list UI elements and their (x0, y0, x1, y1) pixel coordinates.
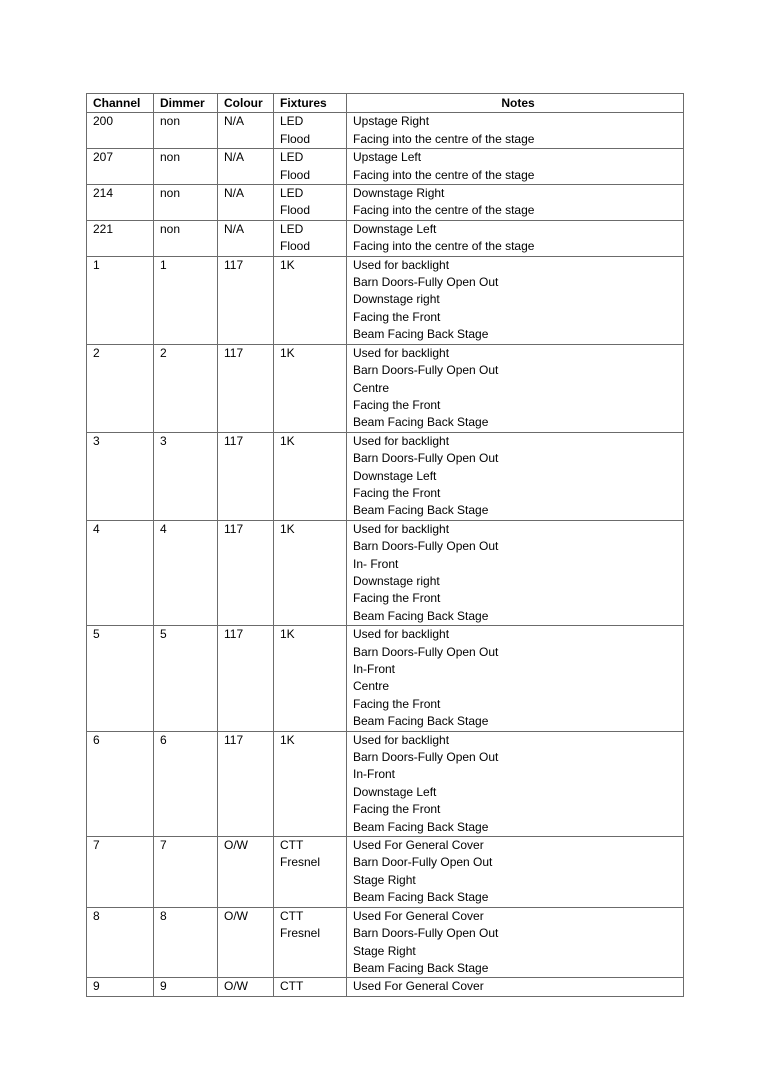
fixtures-cell (274, 256, 347, 344)
note-line: Facing into the centre of the stage (353, 167, 535, 182)
dimmer-cell: non (154, 149, 218, 185)
table-row (87, 149, 684, 185)
colour-cell: N/A (218, 113, 274, 149)
fixture-line: Flood (280, 131, 311, 146)
note-line: Facing into the centre of the stage (353, 131, 535, 146)
dimmer-cell: 6 (154, 731, 218, 836)
table-body (87, 113, 684, 996)
fixture-line: 1K (280, 521, 295, 536)
note-line: Beam Facing Back Stage (353, 503, 489, 518)
table-row (87, 113, 684, 149)
colour-header: Colour (218, 94, 274, 113)
channel-cell: 3 (87, 432, 154, 520)
dimmer-cell: 5 (154, 626, 218, 731)
fixtures-cell (274, 626, 347, 731)
fixture-line: Flood (280, 203, 311, 218)
note-line: Upstage Right (353, 114, 430, 129)
colour-cell: N/A (218, 149, 274, 185)
lighting-plot-table (86, 93, 684, 997)
note-line: Stage Right (353, 943, 416, 958)
table-row (87, 978, 684, 996)
dimmer-header: Dimmer (154, 94, 218, 113)
channel-cell: 7 (87, 837, 154, 908)
note-line: Used for backlight (353, 732, 450, 747)
colour-cell: O/W (218, 837, 274, 908)
fixtures-cell (274, 113, 347, 149)
note-line: Facing the Front (353, 802, 441, 817)
dimmer-cell: 2 (154, 344, 218, 432)
note-line: Beam Facing Back Stage (353, 327, 489, 342)
fixtures-cell (274, 149, 347, 185)
note-line: Beam Facing Back Stage (353, 819, 489, 834)
notes-cell (347, 432, 684, 520)
note-line: Downstage Left (353, 221, 437, 236)
fixtures-cell (274, 907, 347, 978)
note-line: Barn Doors-Fully Open Out (353, 539, 499, 554)
fixture-line: LED (280, 186, 304, 201)
table-row (87, 731, 684, 836)
note-line: Barn Doors-Fully Open Out (353, 451, 499, 466)
table-row (87, 185, 684, 221)
header-row (87, 94, 684, 113)
dimmer-cell: non (154, 220, 218, 256)
table-row (87, 344, 684, 432)
note-line: Barn Door-Fully Open Out (353, 855, 493, 870)
note-line: Used For General Cover (353, 979, 484, 994)
fixtures-cell (274, 185, 347, 221)
note-line: Beam Facing Back Stage (353, 960, 489, 975)
fixture-line: 1K (280, 433, 295, 448)
notes-cell (347, 220, 684, 256)
dimmer-cell: 4 (154, 520, 218, 625)
table-row (87, 626, 684, 731)
note-line: Used for backlight (353, 433, 450, 448)
note-line: Facing into the centre of the stage (353, 239, 535, 254)
notes-cell (347, 344, 684, 432)
colour-cell: N/A (218, 185, 274, 221)
notes-cell (347, 520, 684, 625)
channel-header: Channel (87, 94, 154, 113)
dimmer-cell: 9 (154, 978, 218, 996)
channel-cell: 9 (87, 978, 154, 996)
channel-cell: 5 (87, 626, 154, 731)
fixtures-cell (274, 978, 347, 996)
channel-cell: 207 (87, 149, 154, 185)
fixture-line: 1K (280, 257, 295, 272)
note-line: Facing the Front (353, 485, 441, 500)
dimmer-cell: non (154, 185, 218, 221)
note-line: In-Front (353, 662, 396, 676)
dimmer-cell: 1 (154, 256, 218, 344)
notes-cell (347, 837, 684, 908)
channel-cell: 214 (87, 185, 154, 221)
fixture-line: 1K (280, 732, 295, 747)
note-line: In- Front (353, 556, 399, 571)
note-line: Downstage right (353, 573, 440, 588)
channel-cell: 221 (87, 220, 154, 256)
note-line: Beam Facing Back Stage (353, 890, 489, 905)
fixture-line: Fresnel (280, 926, 321, 941)
note-line: Beam Facing Back Stage (353, 608, 489, 623)
fixtures-header: Fixtures (274, 94, 347, 113)
notes-cell (347, 907, 684, 978)
table-row (87, 907, 684, 978)
notes-cell (347, 185, 684, 221)
note-line: Centre (353, 380, 390, 395)
colour-cell: O/W (218, 978, 274, 996)
table-row (87, 837, 684, 908)
note-line: Beam Facing Back Stage (353, 415, 489, 430)
channel-cell: 200 (87, 113, 154, 149)
fixture-line: LED (280, 221, 304, 236)
note-line: Facing the Front (353, 397, 441, 412)
note-line: Used for backlight (353, 257, 450, 272)
note-line: Facing the Front (353, 309, 441, 324)
colour-cell: 117 (218, 344, 274, 432)
note-line: Stage Right (353, 872, 416, 887)
notes-cell (347, 256, 684, 344)
note-line: Facing into the centre of the stage (353, 203, 535, 218)
channel-cell: 2 (87, 344, 154, 432)
fixture-line: LED (280, 114, 304, 129)
fixture-line: CTT (280, 979, 304, 994)
colour-cell: 117 (218, 626, 274, 731)
fixtures-cell (274, 837, 347, 908)
table-row (87, 256, 684, 344)
note-line: Used for backlight (353, 627, 450, 642)
note-line: Barn Doors-Fully Open Out (353, 926, 499, 941)
note-line: Downstage Right (353, 186, 445, 201)
note-line: Facing the Front (353, 591, 441, 606)
note-line: Downstage Left (353, 784, 437, 799)
dimmer-cell: 8 (154, 907, 218, 978)
note-line: Barn Doors-Fully Open Out (353, 363, 499, 378)
fixture-line: Flood (280, 167, 311, 182)
colour-cell: 117 (218, 256, 274, 344)
channel-cell: 6 (87, 731, 154, 836)
dimmer-cell: 3 (154, 432, 218, 520)
table-row (87, 520, 684, 625)
table-row (87, 220, 684, 256)
notes-cell (347, 731, 684, 836)
notes-cell (347, 978, 684, 996)
channel-cell: 1 (87, 256, 154, 344)
notes-header: Notes (347, 94, 684, 113)
colour-cell: 117 (218, 432, 274, 520)
notes-cell (347, 149, 684, 185)
dimmer-cell: non (154, 113, 218, 149)
fixtures-cell (274, 432, 347, 520)
fixture-line: Fresnel (280, 855, 321, 870)
note-line: Used For General Cover (353, 908, 484, 923)
colour-cell: N/A (218, 220, 274, 256)
note-line: In-Front (353, 767, 396, 782)
fixtures-cell (274, 344, 347, 432)
colour-cell: O/W (218, 907, 274, 978)
note-line: Used For General Cover (353, 838, 484, 853)
notes-cell (347, 626, 684, 731)
note-line: Downstage Left (353, 468, 437, 483)
fixture-line: CTT (280, 838, 304, 853)
colour-cell: 117 (218, 731, 274, 836)
note-line: Used for backlight (353, 345, 450, 360)
fixture-line: 1K (280, 345, 295, 360)
note-line: Barn Doors-Fully Open Out (353, 275, 499, 290)
note-line: Facing the Front (353, 696, 441, 711)
note-line: Beam Facing Back Stage (353, 714, 489, 729)
note-line: Barn Doors-Fully Open Out (353, 750, 499, 765)
fixture-line: LED (280, 150, 304, 165)
fixtures-cell (274, 520, 347, 625)
fixture-line: CTT (280, 908, 304, 923)
note-line: Used for backlight (353, 521, 450, 536)
table-row (87, 432, 684, 520)
note-line: Upstage Left (353, 150, 422, 165)
notes-cell (347, 113, 684, 149)
fixture-line: Flood (280, 239, 311, 254)
fixtures-cell (274, 220, 347, 256)
note-line: Downstage right (353, 292, 440, 307)
colour-cell: 117 (218, 520, 274, 625)
channel-cell: 4 (87, 520, 154, 625)
note-line: Centre (353, 679, 390, 694)
fixtures-cell (274, 731, 347, 836)
note-line: Barn Doors-Fully Open Out (353, 644, 499, 659)
fixture-line: 1K (280, 627, 295, 642)
dimmer-cell: 7 (154, 837, 218, 908)
channel-cell: 8 (87, 907, 154, 978)
